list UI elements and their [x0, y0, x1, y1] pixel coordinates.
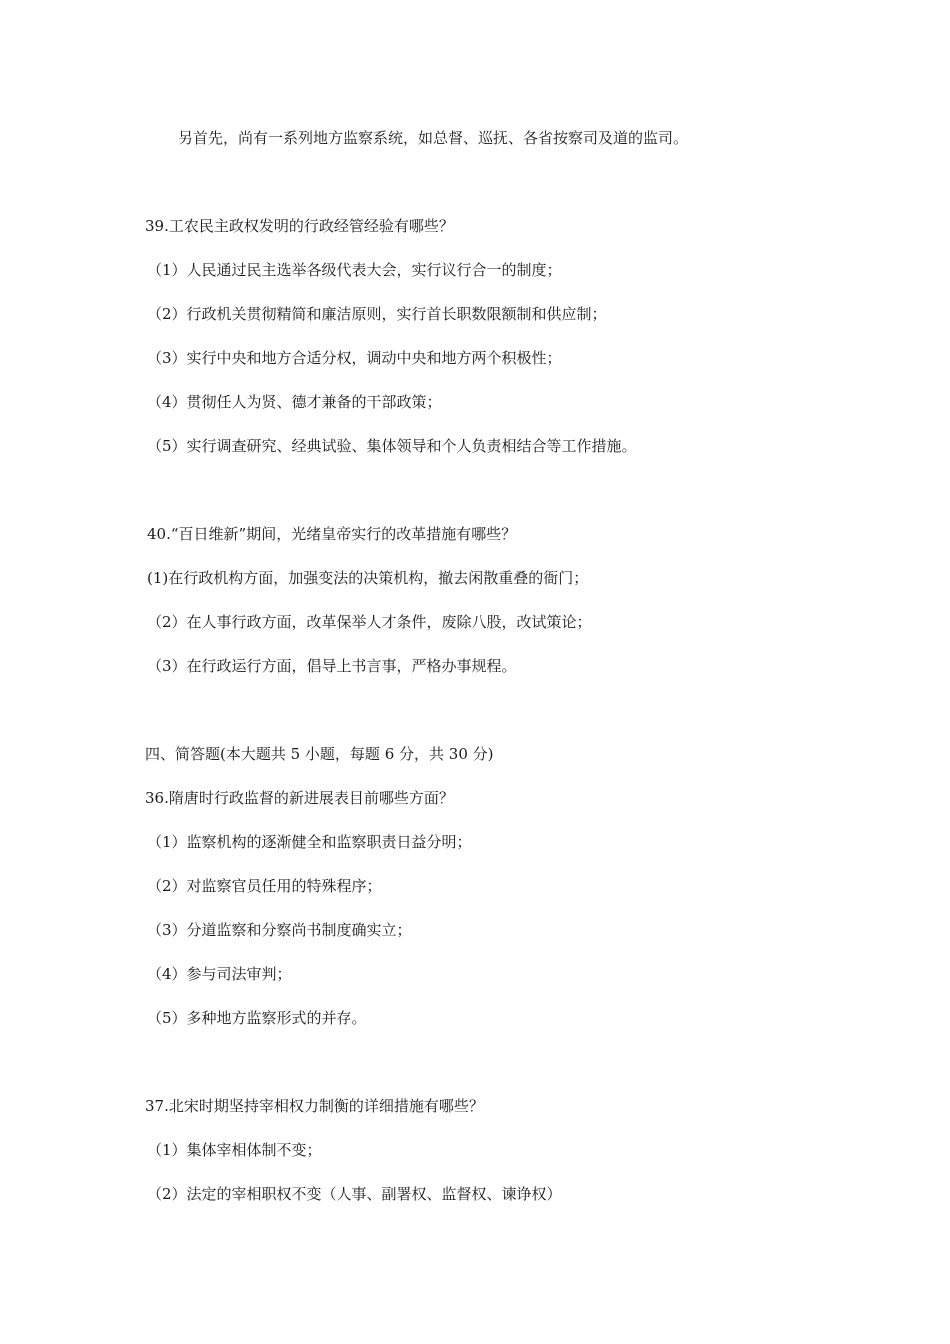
q36-item-1: （1）监察机构的逐渐健全和监察职责日益分明； — [147, 833, 472, 851]
q36-item-4: （4）参与司法审判； — [147, 965, 292, 983]
q39-item-2: （2）行政机关贯彻精简和廉洁原则，实行首长职数限额制和供应制； — [147, 305, 607, 323]
q36-title: 36.隋唐时行政监督的新进展表目前哪些方面？ — [145, 789, 454, 807]
q40-item-1: (1)在行政机构方面，加强变法的决策机构，撤去闲散重叠的衙门； — [147, 569, 589, 587]
q37-item-1: （1）集体宰相体制不变； — [147, 1141, 322, 1159]
q40-title: 40.“百日维新”期间，光绪皇帝实行的改革措施有哪些？ — [147, 525, 517, 543]
q39-item-1: （1）人民通过民主选举各级代表大会，实行议行合一的制度； — [147, 261, 562, 279]
q36-item-5: （5）多种地方监察形式的并存。 — [147, 1009, 367, 1027]
section-4-heading: 四、简答题(本大题共 5 小题，每题 6 分，共 30 分) — [145, 745, 494, 763]
q37-item-2: （2）法定的宰相职权不变（人事、副署权、监督权、谏诤权） — [147, 1185, 562, 1203]
intro-line: 另首先，尚有一系列地方监察系统，如总督、巡抚、各省按察司及道的监司。 — [178, 129, 689, 147]
q39-item-4: （4）贯彻任人为贤、德才兼备的干部政策； — [147, 393, 442, 411]
q39-item-3: （3）实行中央和地方合适分权，调动中央和地方两个积极性； — [147, 349, 562, 367]
q37-title: 37.北宋时期坚持宰相权力制衡的详细措施有哪些？ — [145, 1097, 484, 1115]
q39-title: 39.工农民主政权发明的行政经管经验有哪些？ — [145, 217, 454, 235]
q39-item-5: （5）实行调查研究、经典试验、集体领导和个人负责相结合等工作措施。 — [147, 437, 637, 455]
q36-item-3: （3）分道监察和分察尚书制度确实立； — [147, 921, 412, 939]
q36-item-2: （2）对监察官员任用的特殊程序； — [147, 877, 382, 895]
q40-item-3: （3）在行政运行方面，倡导上书言事，严格办事规程。 — [147, 657, 517, 675]
q40-item-2: （2）在人事行政方面，改革保举人才条件，废除八股，改试策论； — [147, 613, 592, 631]
